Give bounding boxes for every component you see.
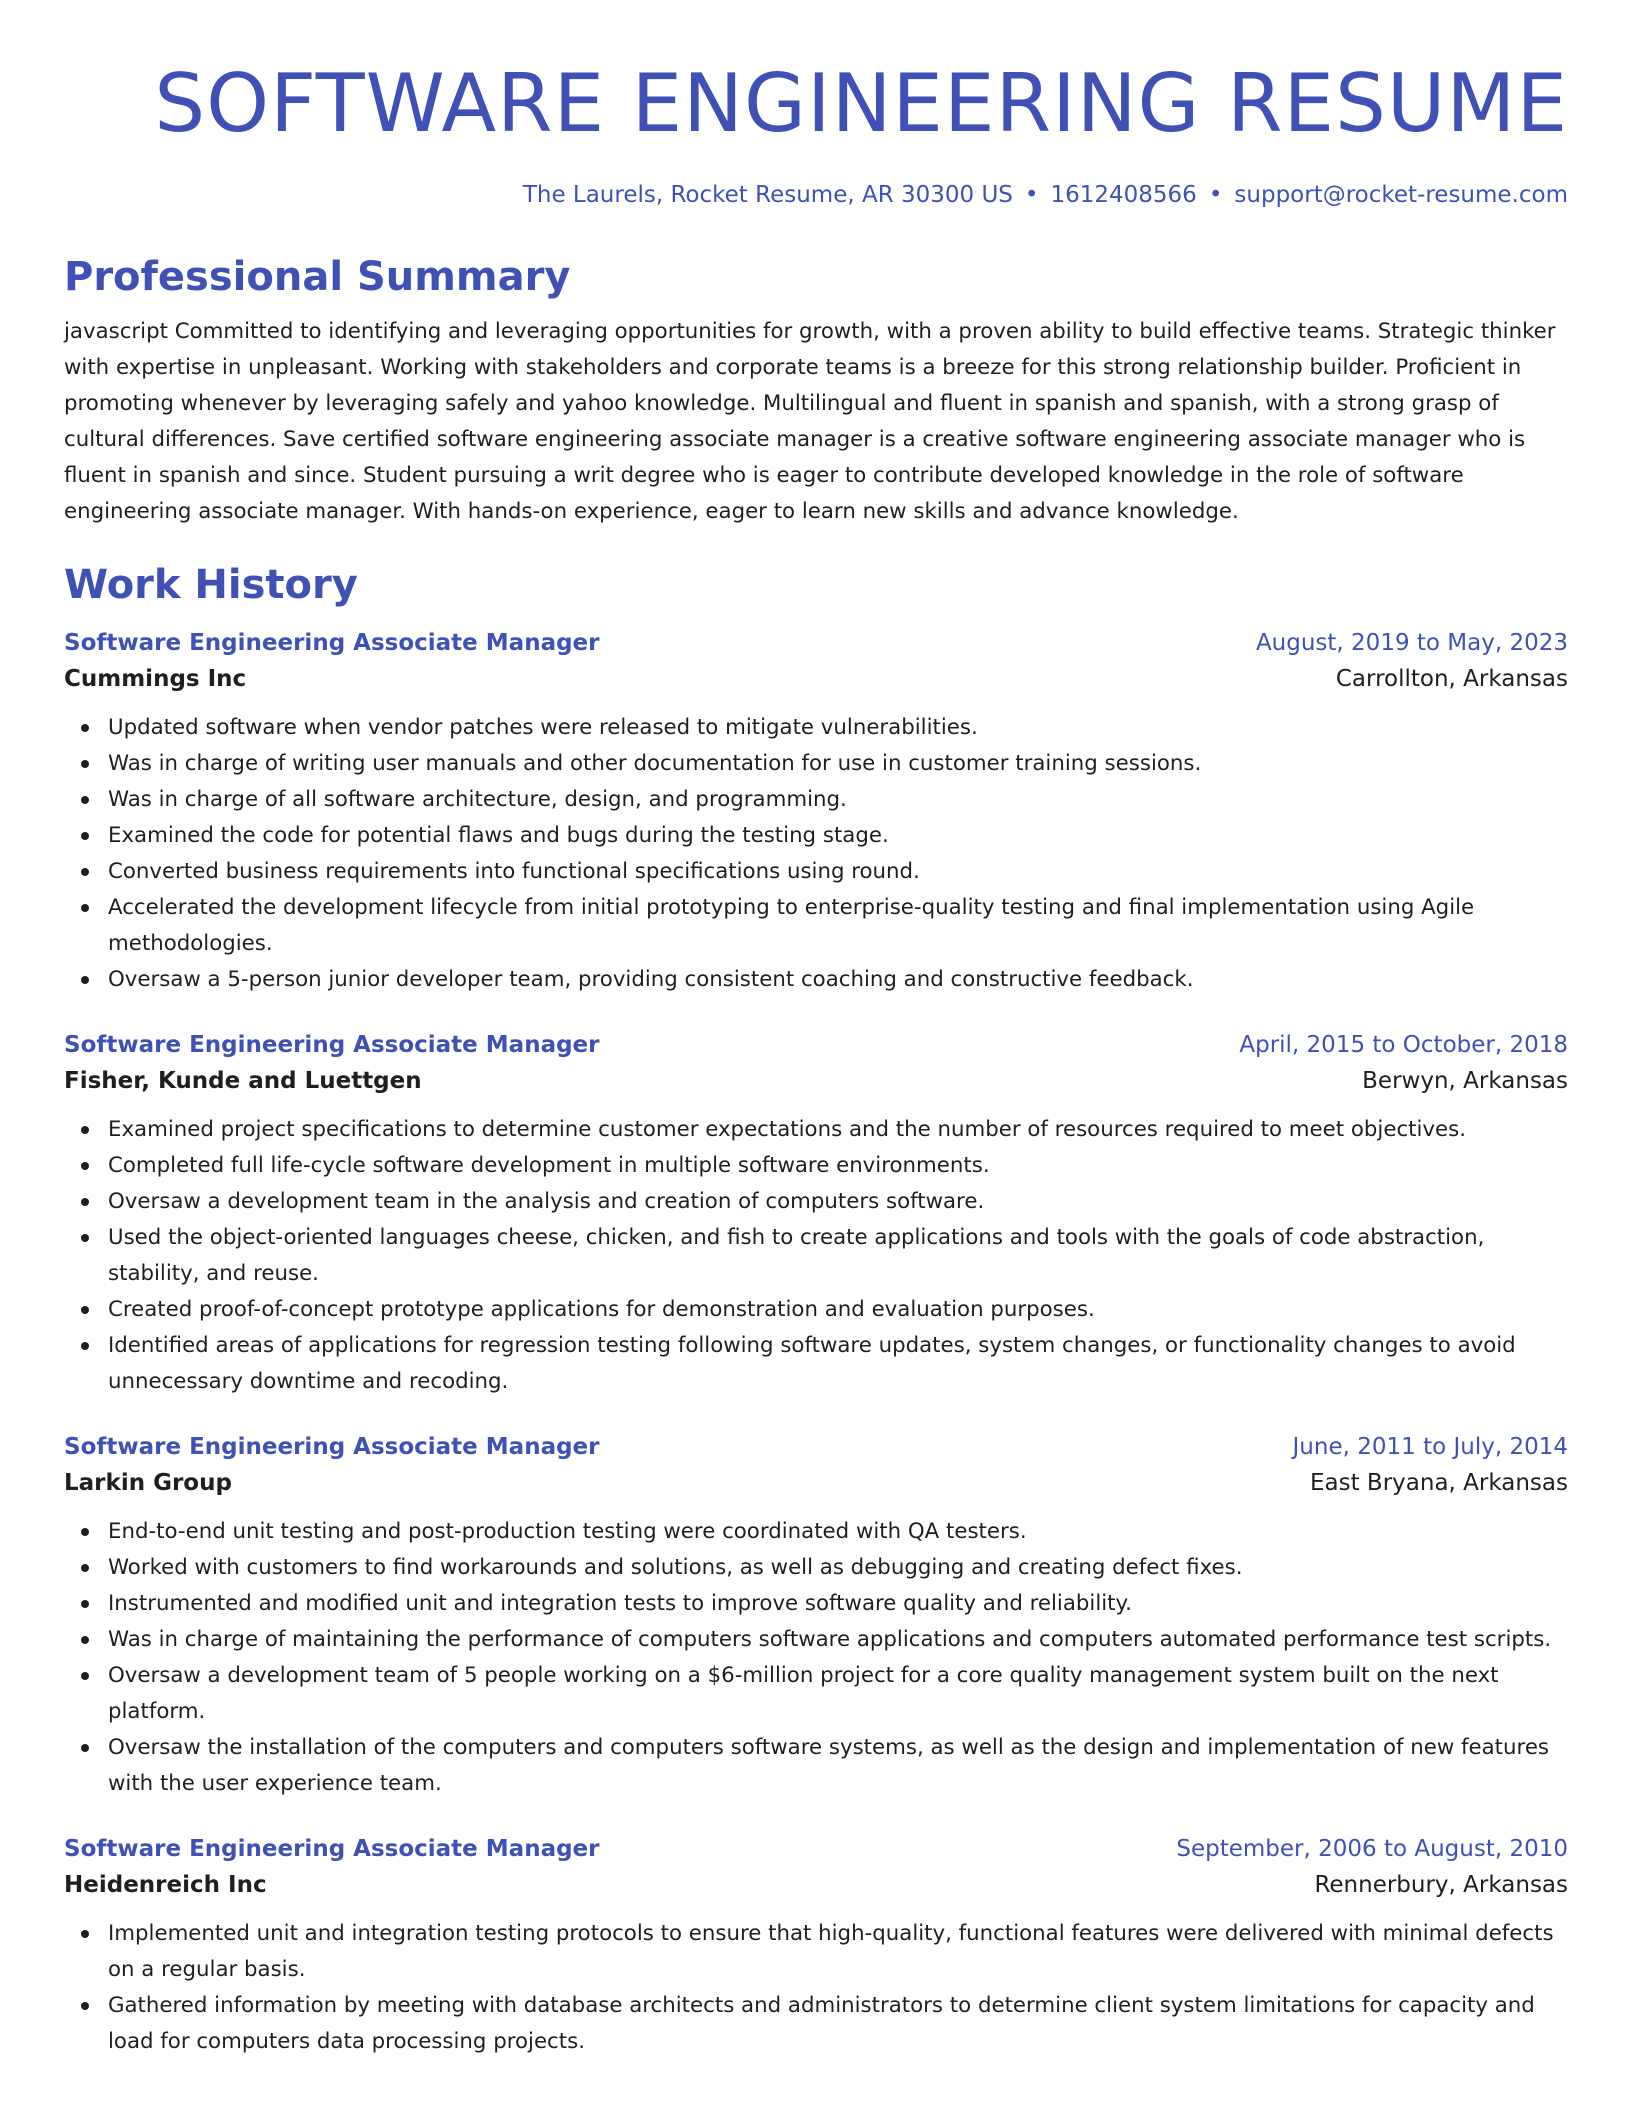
job-bullet: [64, 1184, 1568, 1220]
job-company-row: [64, 1062, 1568, 1100]
job-dates: September, 2006 to August, 2010: [1176, 1836, 1568, 1862]
job-title: Software Engineering Associate Manager: [64, 1836, 600, 1862]
job-bullet-text: Oversaw a development team of 5 people working on a $6-million project for a core quality management system built on the next platform.: [108, 1663, 1499, 1724]
job-bullet-text: Used the object-oriented languages cheese, chicken, and fish to create applications and tools with the goals of code abstraction, stability, and reuse.: [108, 1225, 1485, 1286]
job-bullet: [64, 1586, 1568, 1622]
contact-separator: •: [1208, 182, 1223, 208]
job-header-row: [64, 1832, 1568, 1866]
job-company: Heidenreich Inc: [64, 1872, 267, 1898]
bullet-dot-icon: [81, 868, 89, 876]
work-history-heading: Work History: [64, 562, 358, 608]
bullet-dot-icon: [81, 1198, 89, 1206]
contact-email[interactable]: support@rocket-resume.com: [1234, 182, 1568, 208]
bullet-dot-icon: [81, 1234, 89, 1242]
resume-title: SOFTWARE ENGINEERING RESUME: [154, 57, 1568, 150]
job-bullet-text: Examined the code for potential flaws and bugs during the testing stage.: [108, 823, 889, 848]
job-bullet-list: [64, 1916, 1568, 2060]
job-entry: [64, 1832, 1568, 2060]
job-header-row: [64, 1028, 1568, 1062]
job-bullet-text: Accelerated the development lifecycle from initial prototyping to enterprise-quality testing and final implementation using Agile methodologies.: [108, 895, 1475, 956]
job-company: Cummings Inc: [64, 666, 247, 692]
bullet-dot-icon: [81, 760, 89, 768]
work-history-list: [64, 626, 1568, 2060]
job-bullet: [64, 1292, 1568, 1328]
bullet-dot-icon: [81, 1564, 89, 1572]
bullet-dot-icon: [81, 1744, 89, 1752]
job-bullet-text: Worked with customers to find workarounds and solutions, as well as debugging and creating defect fixes.: [108, 1555, 1243, 1580]
bullet-dot-icon: [81, 832, 89, 840]
job-company-row: [64, 1866, 1568, 1904]
job-location: Rennerbury, Arkansas: [1314, 1872, 1568, 1898]
job-header-row: [64, 1430, 1568, 1464]
job-bullet-text: Oversaw the installation of the computers and computers software systems, as well as the design and implementation of new features with the user experience team.: [108, 1735, 1550, 1796]
job-bullet-list: [64, 1514, 1568, 1802]
bullet-dot-icon: [81, 796, 89, 804]
bullet-dot-icon: [81, 724, 89, 732]
job-bullet-text: Instrumented and modified unit and integration tests to improve software quality and reliability.: [108, 1591, 1132, 1616]
job-bullet-text: End-to-end unit testing and post-production testing were coordinated with QA testers.: [108, 1519, 1027, 1544]
job-bullet-text: Was in charge of writing user manuals and other documentation for use in customer training sessions.: [108, 751, 1202, 776]
summary-heading: Professional Summary: [64, 254, 571, 300]
job-dates: April, 2015 to October, 2018: [1239, 1032, 1568, 1058]
job-bullet-text: Updated software when vendor patches were released to mitigate vulnerabilities.: [108, 715, 978, 740]
job-bullet: [64, 1220, 1568, 1292]
job-title: Software Engineering Associate Manager: [64, 1032, 600, 1058]
job-dates: August, 2019 to May, 2023: [1255, 630, 1568, 656]
job-bullet: [64, 962, 1568, 998]
bullet-dot-icon: [81, 1636, 89, 1644]
bullet-dot-icon: [81, 1600, 89, 1608]
job-title: Software Engineering Associate Manager: [64, 630, 600, 656]
job-bullet: [64, 1514, 1568, 1550]
job-bullet-text: Was in charge of all software architecture, design, and programming.: [108, 787, 847, 812]
job-bullet-text: Implemented unit and integration testing protocols to ensure that high-quality, functional features were delivered with minimal defects on a regular basis.: [108, 1921, 1554, 1982]
job-dates: June, 2011 to July, 2014: [1292, 1434, 1568, 1460]
job-bullet: [64, 1112, 1568, 1148]
job-bullet: [64, 818, 1568, 854]
job-bullet-text: Oversaw a 5-person junior developer team, providing consistent coaching and constructive feedback.: [108, 967, 1194, 992]
job-company-row: [64, 1464, 1568, 1502]
bullet-dot-icon: [81, 1306, 89, 1314]
job-bullet: [64, 746, 1568, 782]
job-bullet: [64, 1988, 1568, 2060]
job-location: Berwyn, Arkansas: [1362, 1068, 1568, 1094]
bullet-dot-icon: [81, 2002, 89, 2010]
resume-page: [64, 0, 1568, 2060]
contact-phone: 1612408566: [1050, 182, 1197, 208]
job-title: Software Engineering Associate Manager: [64, 1434, 600, 1460]
job-company-row: [64, 660, 1568, 698]
bullet-dot-icon: [81, 1162, 89, 1170]
job-header-row: [64, 626, 1568, 660]
job-bullet: [64, 1658, 1568, 1730]
job-bullet: [64, 1622, 1568, 1658]
bullet-dot-icon: [81, 1126, 89, 1134]
bullet-dot-icon: [81, 1672, 89, 1680]
job-entry: [64, 1028, 1568, 1400]
job-bullet-list: [64, 710, 1568, 998]
job-bullet-text: Gathered information by meeting with database architects and administrators to determine client system limitations for capacity and load for computers data processing projects.: [108, 1993, 1535, 2054]
job-entry: [64, 1430, 1568, 1802]
job-bullet-text: Examined project specifications to determine customer expectations and the number of resources required to meet objectives.: [108, 1117, 1466, 1142]
bullet-dot-icon: [81, 1528, 89, 1536]
job-bullet: [64, 1328, 1568, 1400]
bullet-dot-icon: [81, 1930, 89, 1938]
job-bullet: [64, 890, 1568, 962]
bullet-dot-icon: [81, 976, 89, 984]
job-bullet-text: Identified areas of applications for regression testing following software updates, system changes, or functionality changes to avoid unnecessary downtime and recoding.: [108, 1333, 1516, 1394]
contact-line: [64, 180, 1568, 210]
job-bullet: [64, 710, 1568, 746]
job-bullet-text: Oversaw a development team in the analysis and creation of computers software.: [108, 1189, 985, 1214]
job-location: East Bryana, Arkansas: [1309, 1470, 1568, 1496]
contact-address: The Laurels, Rocket Resume, AR 30300 US: [522, 182, 1013, 208]
contact-separator: •: [1024, 182, 1039, 208]
job-bullet: [64, 782, 1568, 818]
bullet-dot-icon: [81, 1342, 89, 1350]
job-company: Fisher, Kunde and Luettgen: [64, 1068, 422, 1094]
job-company: Larkin Group: [64, 1470, 232, 1496]
job-bullet-text: Was in charge of maintaining the performance of computers software applications and computers automated performance test scripts.: [108, 1627, 1552, 1652]
job-bullet: [64, 1916, 1568, 1988]
job-bullet-text: Converted business requirements into functional specifications using round.: [108, 859, 920, 884]
job-bullet-text: Completed full life-cycle software development in multiple software environments.: [108, 1153, 990, 1178]
summary-text: javascript Committed to identifying and leveraging opportunities for growth, with a proven ability to build effective teams. Strategic thinker with expertise in unpleasant. Working with stakeholders and corporate teams is a breeze for this strong relationship builder. Proficient in promoting whenever by leveraging safely and yahoo knowledge. Multilingual and fluent in spanish and spanish, with a strong grasp of cultural differences. Save certified software engineering associate manager is a creative software engineering associate manager who is fluent in spanish and since. Student pursuing a writ degree who is eager to contribute developed knowledge in the role of software engineering associate manager. With hands-on experience, eager to learn new skills and advance knowledge.: [64, 319, 1556, 524]
job-bullet: [64, 1148, 1568, 1184]
job-bullet: [64, 1550, 1568, 1586]
job-bullet: [64, 854, 1568, 890]
bullet-dot-icon: [81, 904, 89, 912]
job-location: Carrollton, Arkansas: [1335, 666, 1568, 692]
job-bullet: [64, 1730, 1568, 1802]
job-entry: [64, 626, 1568, 998]
job-bullet-text: Created proof-of-concept prototype applications for demonstration and evaluation purposes.: [108, 1297, 1095, 1322]
job-bullet-list: [64, 1112, 1568, 1400]
